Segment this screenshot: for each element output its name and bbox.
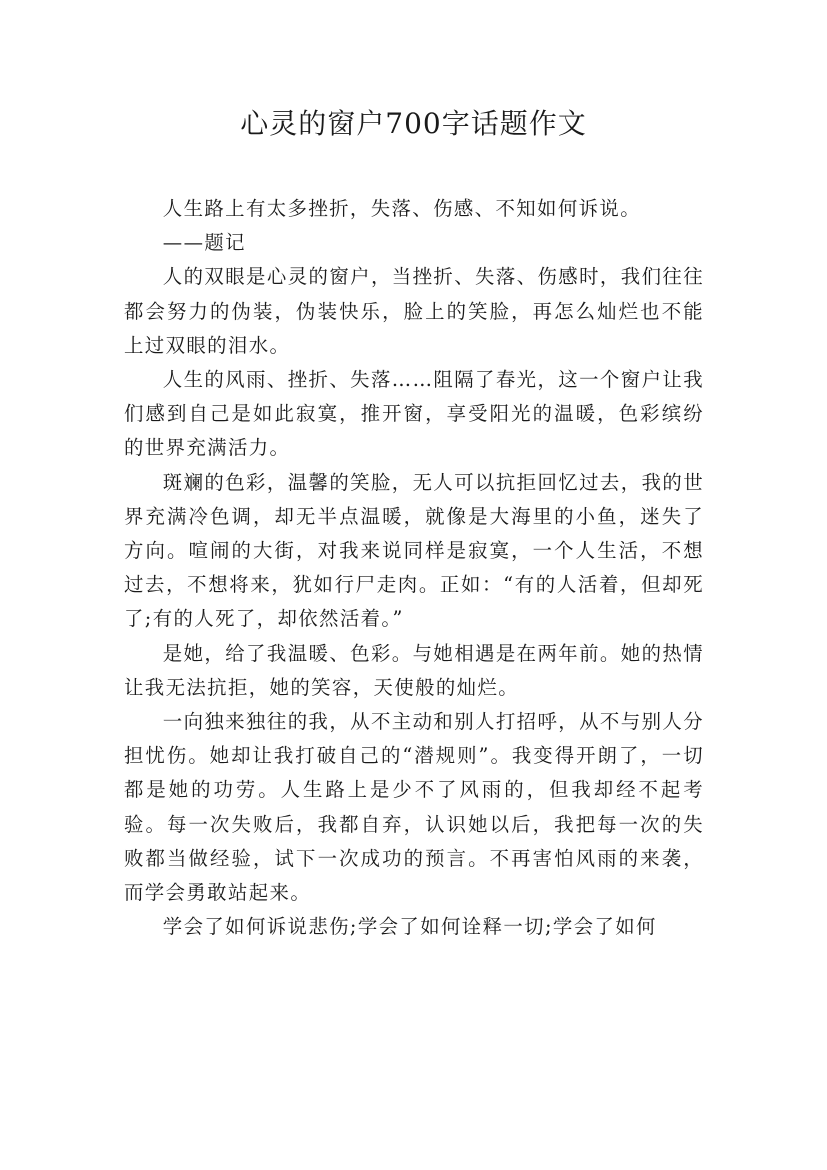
- paragraph: 斑斓的色彩，温馨的笑脸，无人可以抗拒回忆过去，我的世界充满冷色调，却无半点温暖，就像是大海里的小鱼，迷失了方向。喧闹的大街，对我来说同样是寂寞，一个人生活，不想过去，不想将来，犹如行尸走肉。正如：“有的人活着，但却死了;有的人死了，却依然活着。”: [124, 470, 704, 631]
- document-body: [124, 192, 704, 944]
- document-title: 心灵的窗户700字话题作文: [240, 107, 587, 140]
- paragraph: 一向独来独往的我，从不主动和别人打招呼，从不与别人分担忧伤。她却让我打破自己的“潜规则”。我变得开朗了，一切都是她的功劳。人生路上是少不了风雨的，但我却经不起考验。每一次失败后，我都自弃，认识她以后，我把每一次的失败都当做经验，试下一次成功的预言。不再害怕风雨的来袭，而学会勇敢站起来。: [124, 710, 704, 905]
- epigraph-attribution: ——题记: [162, 231, 246, 255]
- paragraph: 人的双眼是心灵的窗户，当挫折、失落、伤感时，我们往往都会努力的伪装，伪装快乐，脸上的笑脸，再怎么灿烂也不能上过双眼的泪水。: [124, 265, 704, 357]
- paragraph: 学会了如何诉说悲伤;学会了如何诠释一切;学会了如何: [162, 915, 657, 939]
- epigraph-line: 人生路上有太多挫折，失落、伤感、不知如何诉说。: [162, 197, 641, 220]
- paragraph: 人生的风雨、挫折、失落……阻隔了春光，这一个窗户让我们感到自己是如此寂寞，推开窗，享受阳光的温暖，色彩缤纷的世界充满活力。: [124, 368, 704, 460]
- paragraph: 是她，给了我温暖、色彩。与她相遇是在两年前。她的热情让我无法抗拒，她的笑容，天使般的灿烂。: [124, 641, 704, 699]
